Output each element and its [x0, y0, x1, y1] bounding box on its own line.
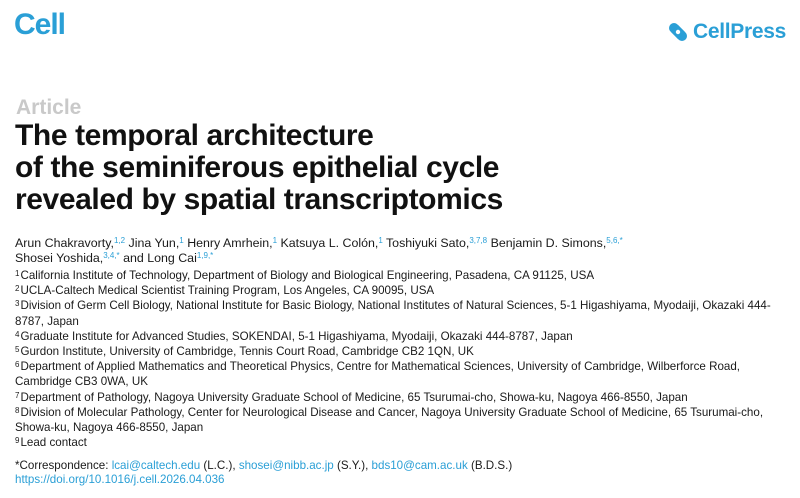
cellpress-logo-text: CellPress	[692, 20, 786, 43]
author[interactable]: Jina Yun,$^1$	[128, 236, 184, 250]
email-link[interactable]: lcai@caltech.edu	[111, 459, 201, 472]
author-list	[15, 236, 790, 266]
affiliation: $^4$Graduate Institute for Advanced Studies, SOKENDAI, 5-1 Higashiyama, Myodaiji, Okazaki 444-8787, Japan	[15, 329, 573, 343]
article-type-label: Article	[16, 96, 82, 119]
affiliation: $^3$Division of Germ Cell Biology, National Institute for Basic Biology, National Institutes of Natural Sciences, 5-1 Higashiyama, Myodaiji, Okazaki 444-8787, Japan	[15, 299, 771, 328]
affiliation: $^6$Department of Applied Mathematics and Theoretical Physics, Centre for Mathematical Sciences, University of Cambridge, Wilberforce Road, Cambridge CB3 0WA, UK	[15, 360, 741, 389]
affiliation: $^2$UCLA-Caltech Medical Scientist Training Program, Los Angeles, CA 90095, USA	[15, 284, 435, 298]
author[interactable]: Arun Chakravorty,$^{1,2}$	[15, 236, 126, 250]
author[interactable]: Benjamin D. Simons,$^{5,6,*}$	[490, 236, 623, 250]
email-link[interactable]: bds10@cam.ac.uk	[371, 459, 468, 472]
author[interactable]: Katsuya L. Colón,$^1$	[280, 236, 383, 250]
article-title	[15, 120, 503, 216]
doi-link[interactable]: https://doi.org/10.1016/j.cell.2026.04.036	[15, 473, 225, 486]
affiliation: $^5$Gurdon Institute, University of Cambridge, Tennis Court Road, Cambridge CB2 1QN, UK	[15, 345, 474, 359]
affiliation: $^7$Department of Pathology, Nagoya University Graduate School of Medicine, 65 Tsurumai-cho, Showa-ku, Nagoya 466-8550, Japan	[15, 390, 688, 404]
affiliation: $^8$Division of Molecular Pathology, Center for Neurological Disease and Cancer, Nagoya University Graduate School of Medicine, 65 Tsurumai-cho, Showa-ku, Nagoya 466-8550, Japan	[15, 405, 764, 435]
title-line: The temporal architecture	[15, 119, 374, 152]
affiliation: $^9$Lead contact	[15, 436, 87, 450]
correspondence-label: *Correspondence:	[15, 459, 112, 472]
affiliation: $^1$California Institute of Technology, Department of Biology and Biological Engineering, Pasadena, CA 91125, USA	[15, 269, 595, 282]
title-line: revealed by spatial transcriptomics	[15, 183, 503, 216]
cellpress-logo-icon	[667, 21, 689, 43]
email-initials: (B.D.S.)	[467, 459, 513, 472]
author[interactable]: and Long Cai$^{1,9,*}$	[123, 251, 214, 265]
author[interactable]: Toshiyuki Sato,$^{3,7,8}$	[385, 236, 488, 250]
email-initials: (S.Y.),	[333, 459, 372, 472]
author[interactable]: Shosei Yoshida,$^{3,4,*}$	[15, 251, 120, 265]
cellpress-logo[interactable]	[667, 20, 786, 44]
title-line: of the seminiferous epithelial cycle	[15, 151, 500, 184]
email-link[interactable]: shosei@nibb.ac.jp	[238, 459, 334, 472]
affiliation-list	[15, 268, 790, 450]
email-initials: (L.C.),	[200, 459, 239, 472]
author[interactable]: Henry Amrhein,$^1$	[187, 236, 278, 250]
correspondence	[15, 458, 790, 473]
cell-journal-logo[interactable]: Cell	[14, 8, 66, 41]
